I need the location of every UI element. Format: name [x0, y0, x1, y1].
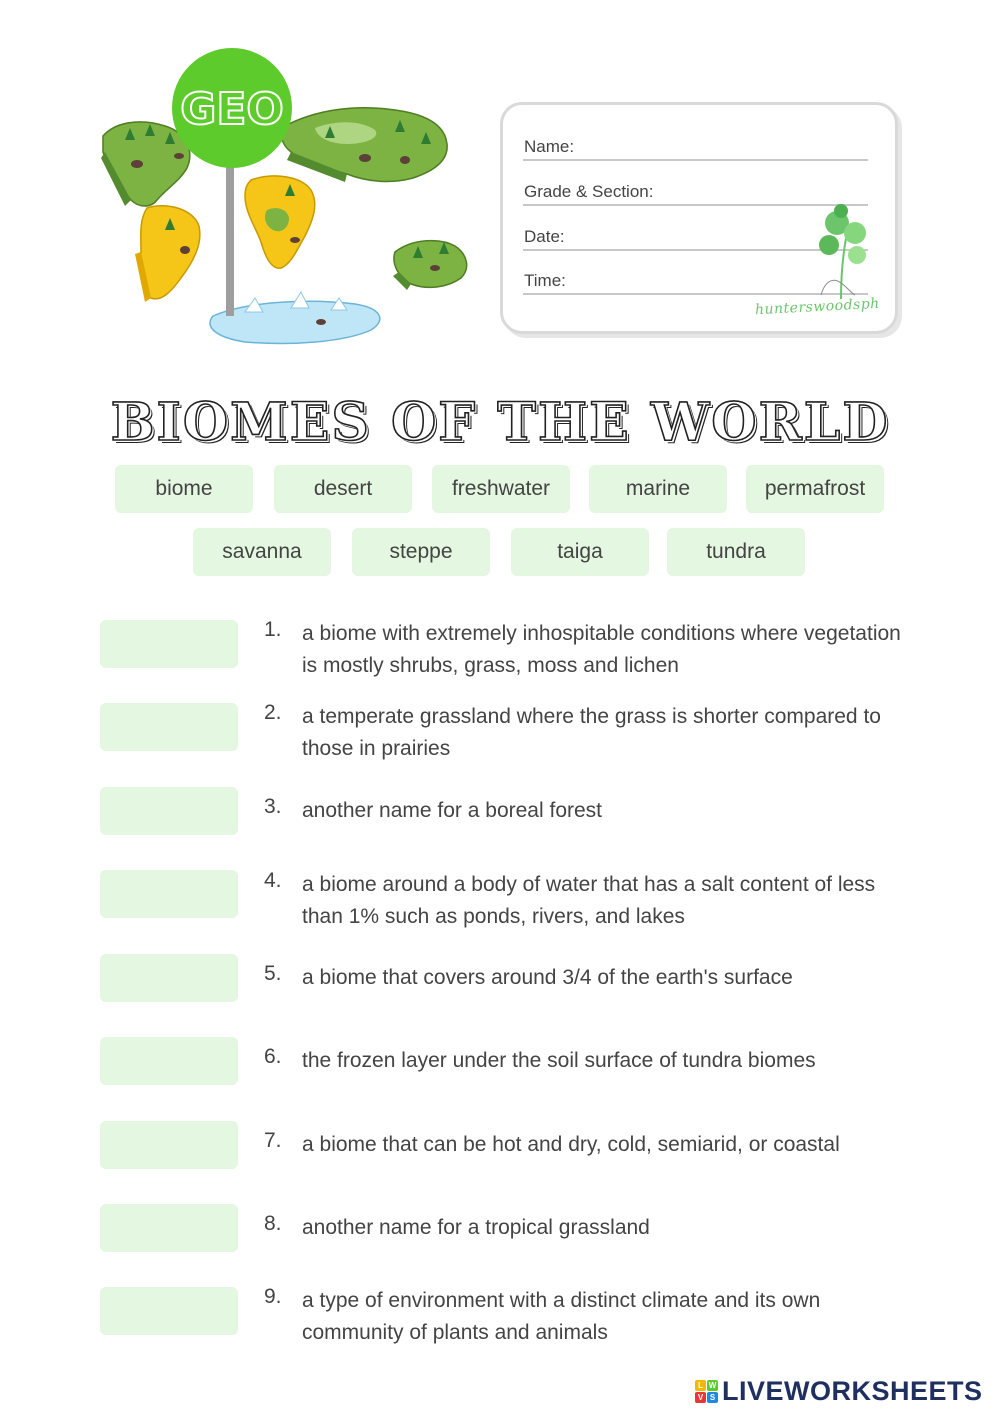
logo-letter-l: L [695, 1380, 706, 1391]
question-number-1: 1. [264, 618, 282, 641]
answer-drop-box-4[interactable] [100, 870, 238, 918]
question-text-1: a biome with extremely inhospitable conditions where vegetation is mostly shrubs, grass, moss and lichen [302, 622, 901, 677]
north-america-landmass [101, 122, 190, 206]
author-signature: hunterswoodsph [754, 295, 881, 319]
africa-landmass [245, 176, 315, 268]
world-biome-map-illustration [95, 40, 495, 360]
answer-drop-box-3[interactable] [100, 787, 238, 835]
word-chip-desert[interactable]: desert [274, 465, 412, 513]
logo-letter-v: V [695, 1392, 706, 1403]
word-chip-tundra[interactable]: tundra [667, 528, 805, 576]
word-chip-savanna[interactable]: savanna [193, 528, 331, 576]
geo-badge-text: GEO [180, 84, 284, 135]
student-info-card [500, 102, 898, 334]
word-chip-biome[interactable]: biome [115, 465, 253, 513]
answer-drop-box-5[interactable] [100, 954, 238, 1002]
grade-section-label: Grade & Section: [524, 182, 654, 201]
question-text-5: a biome that covers around 3/4 of the earth's surface [302, 966, 793, 989]
name-field[interactable] [523, 139, 868, 161]
word-chip-steppe[interactable]: steppe [352, 528, 490, 576]
question-text-7: a biome that can be hot and dry, cold, semiarid, or coastal [302, 1133, 840, 1156]
logo-grid-icon [695, 1380, 718, 1403]
question-text-3: another name for a boreal forest [302, 799, 603, 822]
question-number-8: 8. [264, 1212, 282, 1235]
answer-drop-box-1[interactable] [100, 620, 238, 668]
page-title: BIOMES OF THE WORLD [110, 392, 890, 453]
question-text-2: a temperate grassland where the grass is shorter compared to those in prairies [302, 705, 881, 760]
signpost-pole [226, 158, 234, 316]
answer-drop-box-8[interactable] [100, 1204, 238, 1252]
eurasia-landmass [282, 108, 448, 182]
question-text-6: the frozen layer under the soil surface of tundra biomes [302, 1049, 816, 1072]
answer-drop-box-7[interactable] [100, 1121, 238, 1169]
question-number-2: 2. [264, 701, 282, 724]
question-text-9: a type of environment with a distinct climate and its own community of plants and animals [302, 1289, 821, 1344]
logo-letter-w: W [708, 1381, 717, 1390]
question-number-6: 6. [264, 1045, 282, 1068]
word-chip-marine[interactable]: marine [589, 465, 727, 513]
word-chip-taiga[interactable]: taiga [511, 528, 649, 576]
answer-drop-box-9[interactable] [100, 1287, 238, 1335]
word-chip-permafrost[interactable]: permafrost [746, 465, 884, 513]
question-number-3: 3. [264, 795, 282, 818]
question-number-9: 9. [264, 1285, 282, 1308]
logo-letter-s: S [707, 1392, 718, 1403]
name-label: Name: [524, 137, 575, 156]
date-label: Date: [524, 227, 565, 246]
question-number-4: 4. [264, 869, 282, 892]
south-america-landmass [135, 206, 200, 302]
question-number-7: 7. [264, 1129, 282, 1152]
time-label: Time: [524, 271, 566, 290]
antarctica-landmass [210, 292, 380, 344]
question-text-8: another name for a tropical grassland [302, 1216, 650, 1239]
plant-illustration [811, 203, 875, 299]
answer-drop-box-2[interactable] [100, 703, 238, 751]
liveworksheets-logo[interactable] [695, 1376, 983, 1407]
logo-text: LIVEWORKSHEETS [722, 1376, 983, 1406]
question-number-5: 5. [264, 962, 282, 985]
australia-landmass [393, 241, 467, 290]
answer-drop-box-6[interactable] [100, 1037, 238, 1085]
word-chip-freshwater[interactable]: freshwater [432, 465, 570, 513]
question-text-4: a biome around a body of water that has a salt content of less than 1% such as ponds, rivers, and lakes [302, 873, 876, 928]
